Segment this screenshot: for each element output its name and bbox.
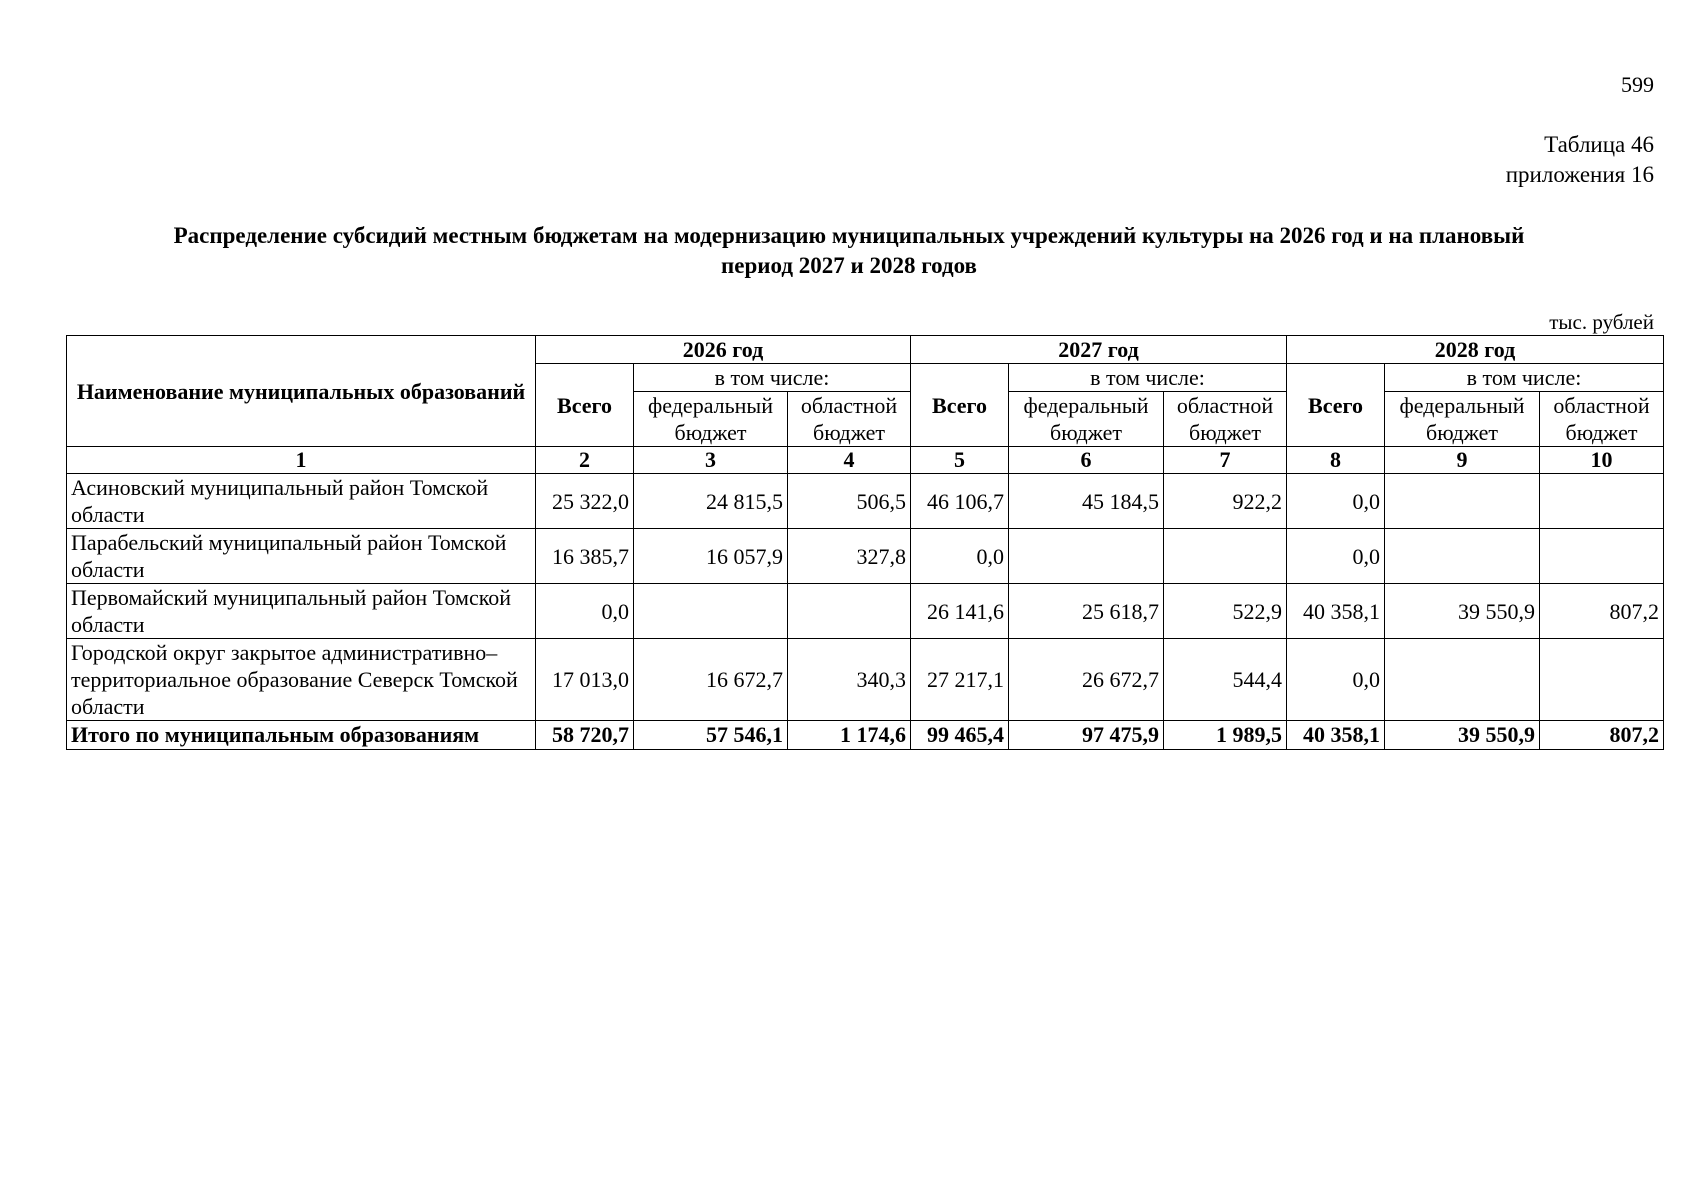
subsidy-table — [66, 335, 1664, 750]
title-line-2: период 2027 и 2028 годов — [721, 253, 977, 278]
total-2028-cell: 40 358,1 — [1287, 721, 1385, 750]
column-number: 4 — [788, 447, 911, 474]
header-row-years — [67, 336, 1664, 364]
federal-2028-cell — [1385, 639, 1540, 721]
federal-2027-cell: 45 184,5 — [1009, 474, 1164, 529]
regional-2028-cell — [1540, 474, 1664, 529]
total-2028-cell: 0,0 — [1287, 529, 1385, 584]
regional-2027-cell — [1164, 529, 1287, 584]
column-number: 3 — [634, 447, 788, 474]
regional-2028-cell: 807,2 — [1540, 721, 1664, 750]
regional-2028-cell — [1540, 529, 1664, 584]
units-label: тыс. рублей — [1549, 310, 1654, 334]
title-line-1: Распределение субсидий местным бюджетам на модернизацию муниципальных учреждений культуры на 2026 год и на плановый — [173, 223, 1525, 248]
regional-2026-cell: 327,8 — [788, 529, 911, 584]
regional-2027-cell: 544,4 — [1164, 639, 1287, 721]
regional-2026-cell: 506,5 — [788, 474, 911, 529]
federal-2026-cell — [634, 584, 788, 639]
column-number: 9 — [1385, 447, 1540, 474]
column-number: 1 — [67, 447, 536, 474]
column-number: 6 — [1009, 447, 1164, 474]
municipality-name: Городской округ закрытое административно–территориальное образование Северск Томской области — [67, 639, 536, 721]
federal-2028-cell — [1385, 529, 1540, 584]
total-2027-cell: 99 465,4 — [911, 721, 1009, 750]
federal-2027-cell: 25 618,7 — [1009, 584, 1164, 639]
header-year-2027: 2027 год — [911, 336, 1287, 364]
header-federal-2027: федеральный бюджет — [1009, 392, 1164, 447]
federal-2026-cell: 24 815,5 — [634, 474, 788, 529]
page-number: 599 — [1621, 72, 1654, 97]
appendix-number: приложения 16 — [1505, 162, 1654, 187]
header-regional-2026: областной бюджет — [788, 392, 911, 447]
total-2026-cell: 58 720,7 — [536, 721, 634, 750]
column-numbers-row — [67, 447, 1664, 474]
total-2026-cell: 0,0 — [536, 584, 634, 639]
regional-2026-cell — [788, 584, 911, 639]
header-year-2026: 2026 год — [536, 336, 911, 364]
header-regional-2027: областной бюджет — [1164, 392, 1287, 447]
total-2026-cell: 16 385,7 — [536, 529, 634, 584]
total-2028-cell: 40 358,1 — [1287, 584, 1385, 639]
total-2028-cell: 0,0 — [1287, 639, 1385, 721]
federal-2027-cell — [1009, 529, 1164, 584]
header-including-2026: в том числе: — [634, 364, 911, 392]
document-title — [60, 221, 1638, 281]
regional-2026-cell: 1 174,6 — [788, 721, 911, 750]
table-row — [67, 529, 1664, 584]
column-number: 7 — [1164, 447, 1287, 474]
header-regional-2028: областной бюджет — [1540, 392, 1664, 447]
regional-2027-cell: 922,2 — [1164, 474, 1287, 529]
regional-2027-cell: 522,9 — [1164, 584, 1287, 639]
table-row — [67, 474, 1664, 529]
header-federal-2026: федеральный бюджет — [634, 392, 788, 447]
column-number: 8 — [1287, 447, 1385, 474]
total-2027-cell: 46 106,7 — [911, 474, 1009, 529]
regional-2026-cell: 340,3 — [788, 639, 911, 721]
table-row — [67, 639, 1664, 721]
table-reference — [1506, 130, 1654, 190]
federal-2026-cell: 16 057,9 — [634, 529, 788, 584]
total-row — [67, 721, 1664, 750]
municipality-name: Первомайский муниципальный район Томской области — [67, 584, 536, 639]
header-total-2027: Всего — [911, 364, 1009, 447]
header-total-2026: Всего — [536, 364, 634, 447]
table-row — [67, 584, 1664, 639]
header-total-2028: Всего — [1287, 364, 1385, 447]
federal-2026-cell: 16 672,7 — [634, 639, 788, 721]
header-including-2028: в том числе: — [1385, 364, 1664, 392]
total-2027-cell: 27 217,1 — [911, 639, 1009, 721]
header-year-2028: 2028 год — [1287, 336, 1664, 364]
total-row-label: Итого по муниципальным образованиям — [67, 721, 536, 750]
federal-2026-cell: 57 546,1 — [634, 721, 788, 750]
municipality-name: Парабельский муниципальный район Томской области — [67, 529, 536, 584]
table-number: Таблица 46 — [1544, 132, 1654, 157]
total-2026-cell: 25 322,0 — [536, 474, 634, 529]
municipality-name: Асиновский муниципальный район Томской области — [67, 474, 536, 529]
column-number: 5 — [911, 447, 1009, 474]
federal-2027-cell: 26 672,7 — [1009, 639, 1164, 721]
federal-2028-cell: 39 550,9 — [1385, 721, 1540, 750]
federal-2027-cell: 97 475,9 — [1009, 721, 1164, 750]
column-number: 2 — [536, 447, 634, 474]
header-including-2027: в том числе: — [1009, 364, 1287, 392]
federal-2028-cell: 39 550,9 — [1385, 584, 1540, 639]
total-2027-cell: 26 141,6 — [911, 584, 1009, 639]
regional-2028-cell — [1540, 639, 1664, 721]
regional-2028-cell: 807,2 — [1540, 584, 1664, 639]
header-federal-2028: федеральный бюджет — [1385, 392, 1540, 447]
total-2026-cell: 17 013,0 — [536, 639, 634, 721]
regional-2027-cell: 1 989,5 — [1164, 721, 1287, 750]
column-number: 10 — [1540, 447, 1664, 474]
total-2027-cell: 0,0 — [911, 529, 1009, 584]
federal-2028-cell — [1385, 474, 1540, 529]
header-municipality-name: Наименование муниципальных образований — [67, 336, 536, 447]
total-2028-cell: 0,0 — [1287, 474, 1385, 529]
